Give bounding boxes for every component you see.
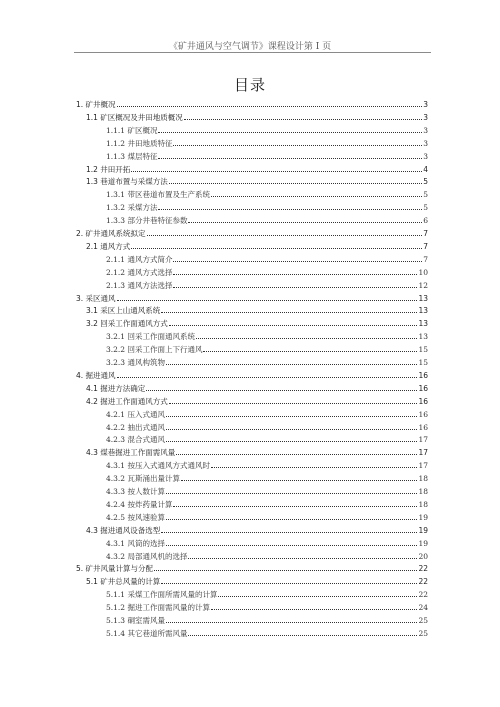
toc-entry-page-number: 25 [418, 616, 428, 625]
toc-dot-leader [158, 132, 422, 133]
toc-entry[interactable] [106, 342, 428, 354]
toc-entry-label: 4.1 掘进方法确定 [86, 383, 146, 393]
toc-entry-label: 5.1.4 其它巷道所需风量 [106, 628, 188, 638]
toc-entry-page-number: 16 [418, 396, 428, 406]
toc-dot-leader [131, 171, 422, 172]
toc-entry-label: 1.1.2 井田地质特征 [106, 138, 173, 148]
toc-entry[interactable] [106, 187, 428, 199]
toc-dot-leader [169, 325, 418, 326]
toc-entry-label: 4. 掘进通风 [76, 370, 116, 380]
toc-dot-leader [196, 338, 417, 339]
toc-dot-leader [166, 441, 417, 442]
toc-entry[interactable] [86, 110, 428, 122]
toc-dot-leader [166, 429, 417, 430]
toc-entry-label: 4.3 煤巷掘进工作面需风量 [86, 448, 176, 458]
toc-entry-page-number: 7 [423, 254, 428, 264]
toc-entry[interactable] [86, 316, 428, 328]
toc-entry-page-number: 16 [418, 409, 428, 419]
toc-entry-label: 1.1 矿区概况及井田地质概况 [86, 112, 183, 122]
toc-entry[interactable] [86, 445, 428, 457]
toc-entry-page-number: 20 [418, 551, 428, 561]
toc-dot-leader [158, 158, 422, 159]
toc-entry-page-number: 16 [418, 370, 428, 380]
toc-dot-leader [173, 274, 417, 275]
toc-entry[interactable] [106, 549, 428, 561]
toc-entry-page-number: 22 [418, 577, 428, 587]
toc-dot-leader [146, 390, 417, 391]
toc-entry[interactable] [86, 303, 428, 315]
toc-entry-label: 5.1.3 硐室需风量 [106, 616, 165, 625]
toc-entry-page-number: 15 [418, 345, 428, 355]
toc-entry[interactable] [106, 510, 428, 522]
toc-entry[interactable] [76, 291, 428, 303]
toc-entry-page-number: 13 [418, 306, 428, 316]
toc-entry-page-number: 16 [418, 422, 428, 432]
toc-entry-label: 1.3.2 采煤方法 [106, 203, 158, 213]
toc-dot-leader [211, 609, 417, 610]
toc-entry-label: 5. 矿井风量计算与分配 [76, 564, 154, 574]
toc-dot-leader [147, 235, 423, 236]
toc-dot-leader [218, 596, 417, 597]
toc-entry-label: 2.1.3 通风方法选择 [106, 280, 173, 290]
toc-entry-page-number: 13 [418, 319, 428, 329]
toc-dot-leader [176, 454, 417, 455]
toc-entry-page-number: 19 [418, 512, 428, 522]
toc-entry-page-number: 5 [423, 203, 428, 213]
toc-entry-label: 5.1 矿井总风量的计算 [86, 577, 161, 587]
toc-dot-leader [188, 635, 417, 636]
toc-entry-label: 2.1 通风方式 [86, 241, 131, 251]
toc-entry-label: 5.1.1 采煤工作面所需风量的计算 [106, 590, 218, 600]
toc-entry[interactable] [106, 355, 428, 367]
toc-entry-label: 4.2.4 按炸药量计算 [106, 499, 173, 509]
toc-entry-page-number: 22 [418, 564, 428, 574]
toc-dot-leader [181, 480, 417, 481]
toc-entry[interactable] [86, 394, 428, 406]
toc-entry-page-number: 10 [418, 267, 428, 277]
toc-entry[interactable] [106, 484, 428, 496]
toc-entry-label: 4.3.3 按人数计算 [106, 487, 165, 496]
toc-dot-leader [131, 248, 422, 249]
toc-entry[interactable] [106, 497, 428, 509]
toc-dot-leader [161, 312, 417, 313]
toc-dot-leader [203, 351, 417, 352]
toc-entry-label: 4.3 掘进通风设备选型 [86, 525, 161, 535]
toc-entry-label: 2. 矿井通风系统拟定 [76, 229, 146, 238]
toc-entry-label: 1.3.1 带区巷道布置及生产系统 [106, 190, 210, 200]
toc-entry-label: 4.2.1 压入式通风 [106, 409, 165, 419]
toc-entry-label: 1.3.3 部分井巷特征参数 [106, 216, 188, 226]
toc-entry-label: 1.2 井田开拓 [86, 164, 131, 174]
page-title: 目录 [233, 76, 266, 94]
toc-entry-page-number: 3 [423, 151, 428, 161]
toc-dot-leader [188, 222, 422, 223]
toc-entry-page-number: 7 [423, 229, 428, 238]
toc-entry[interactable] [86, 239, 428, 251]
toc-entry-page-number: 19 [418, 525, 428, 535]
toc-entry-label: 3. 采区通风 [76, 293, 116, 303]
toc-entry-page-number: 16 [418, 383, 428, 393]
toc-entry-label: 3.2.3 通风构筑物 [106, 358, 165, 367]
toc-entry-label: 3.2.1 回采工作面通风系统 [106, 332, 195, 342]
toc-entry-page-number: 18 [418, 487, 428, 496]
toc-entry-label: 3.2 回采工作面通风方式 [86, 319, 168, 329]
toc-dot-leader [117, 106, 423, 107]
toc-dot-leader [158, 209, 422, 210]
toc-entry-label: 2.1.2 通风方式选择 [106, 267, 173, 277]
toc-entry-label: 4.3.2 瓦斯涌出量计算 [106, 474, 180, 484]
toc-entry-label: 4.3.2 局部通风机的选择 [106, 551, 188, 561]
toc-entry[interactable] [106, 213, 428, 225]
toc-entry[interactable] [76, 368, 428, 380]
toc-entry[interactable] [86, 381, 428, 393]
toc-dot-leader [169, 403, 418, 404]
toc-dot-leader [184, 119, 422, 120]
toc-entry[interactable] [86, 162, 428, 174]
toc-entry[interactable] [106, 587, 428, 599]
toc-dot-leader [188, 558, 417, 559]
toc-entry-page-number: 5 [423, 177, 428, 187]
toc-entry[interactable] [106, 432, 428, 444]
toc-entry-label: 1. 矿井概况 [76, 100, 116, 109]
toc-entry-page-number: 7 [423, 241, 428, 251]
toc-dot-leader [166, 416, 417, 417]
header-divider [74, 52, 431, 53]
toc-dot-leader [166, 545, 417, 546]
toc-entry-page-number: 3 [423, 125, 428, 135]
toc-entry[interactable] [86, 174, 428, 186]
toc-entry-label: 1.3 巷道布置与采煤方法 [86, 177, 168, 187]
toc-entry-label: 3.1 采区上山通风系统 [86, 306, 161, 316]
toc-entry-page-number: 17 [418, 448, 428, 458]
toc-entry-label: 4.3.1 按压入式通风方式通风时 [106, 461, 210, 471]
toc-entry-label: 1.1.1 矿区概况 [106, 125, 158, 135]
toc-dot-leader [166, 622, 417, 623]
toc-entry[interactable] [76, 561, 428, 573]
toc-entry-page-number: 17 [418, 435, 428, 445]
toc-dot-leader [161, 583, 417, 584]
toc-entry[interactable] [106, 613, 428, 625]
toc-entry-page-number: 3 [423, 100, 428, 109]
toc-entry-page-number: 18 [418, 474, 428, 484]
toc-dot-leader [211, 196, 422, 197]
toc-entry-page-number: 19 [418, 538, 428, 548]
toc-entry-page-number: 17 [418, 461, 428, 471]
toc-entry[interactable] [106, 265, 428, 277]
toc-dot-leader [117, 300, 418, 301]
toc-entry-page-number: 13 [418, 332, 428, 342]
toc-dot-leader [166, 519, 417, 520]
toc-entry-page-number: 6 [423, 216, 428, 226]
toc-entry-page-number: 15 [418, 358, 428, 367]
toc-dot-leader [173, 506, 417, 507]
toc-dot-leader [154, 570, 417, 571]
toc-entry[interactable] [106, 329, 428, 341]
toc-entry[interactable] [106, 136, 428, 148]
toc-entry-label: 5.1.2 掘进工作面需风量的计算 [106, 603, 210, 613]
toc-entry[interactable] [106, 252, 428, 264]
toc-entry-page-number: 3 [423, 138, 428, 148]
toc-entry-label: 2.1.1 通风方式简介 [106, 254, 173, 264]
toc-entry[interactable] [106, 600, 428, 612]
toc-entry-page-number: 4 [423, 164, 428, 174]
toc-entry[interactable] [106, 626, 428, 638]
page-header: 《矿井通风与空气调节》课程设计第 I 页 [168, 42, 332, 52]
toc-entry-label: 4.3.1 风筒的选择 [106, 538, 165, 548]
toc-dot-leader [173, 287, 417, 288]
toc-entry-page-number: 12 [418, 280, 428, 290]
toc-entry-page-number: 18 [418, 499, 428, 509]
toc-entry[interactable] [106, 123, 428, 135]
toc-dot-leader [166, 493, 417, 494]
toc-entry-label: 4.2.2 抽出式通风 [106, 422, 165, 432]
toc-entry-page-number: 22 [418, 590, 428, 600]
toc-entry[interactable] [106, 471, 428, 483]
toc-entry-label: 3.2.2 回采工作面上下行通风 [106, 345, 203, 355]
toc-entry[interactable] [106, 200, 428, 212]
toc-entry-page-number: 5 [423, 190, 428, 200]
toc-dot-leader [161, 532, 417, 533]
toc-entry[interactable] [106, 458, 428, 470]
toc-entry-page-number: 25 [418, 628, 428, 638]
toc-dot-leader [173, 261, 422, 262]
toc-entry-label: 4.2.5 按风速验算 [106, 512, 165, 522]
toc-entry[interactable] [106, 407, 428, 419]
toc-entry[interactable] [76, 226, 428, 238]
toc-entry[interactable] [106, 536, 428, 548]
toc-entry-page-number: 24 [418, 603, 428, 613]
toc-entry[interactable] [76, 97, 428, 109]
toc-dot-leader [173, 145, 422, 146]
toc-entry[interactable] [106, 420, 428, 432]
toc-entry[interactable] [86, 523, 428, 535]
toc-dot-leader [166, 364, 417, 365]
toc-dot-leader [169, 183, 422, 184]
toc-entry-label: 4.2 掘进工作面通风方式 [86, 396, 168, 406]
toc-entry-label: 4.2.3 混合式通风 [106, 435, 165, 445]
toc-entry[interactable] [106, 278, 428, 290]
toc-dot-leader [117, 377, 418, 378]
toc-dot-leader [211, 467, 417, 468]
toc-entry-page-number: 3 [423, 112, 428, 122]
toc-entry[interactable] [86, 574, 428, 586]
toc-entry-label: 1.1.3 煤层特征 [106, 151, 158, 161]
toc-entry[interactable] [106, 149, 428, 161]
toc-entry-page-number: 13 [418, 293, 428, 303]
